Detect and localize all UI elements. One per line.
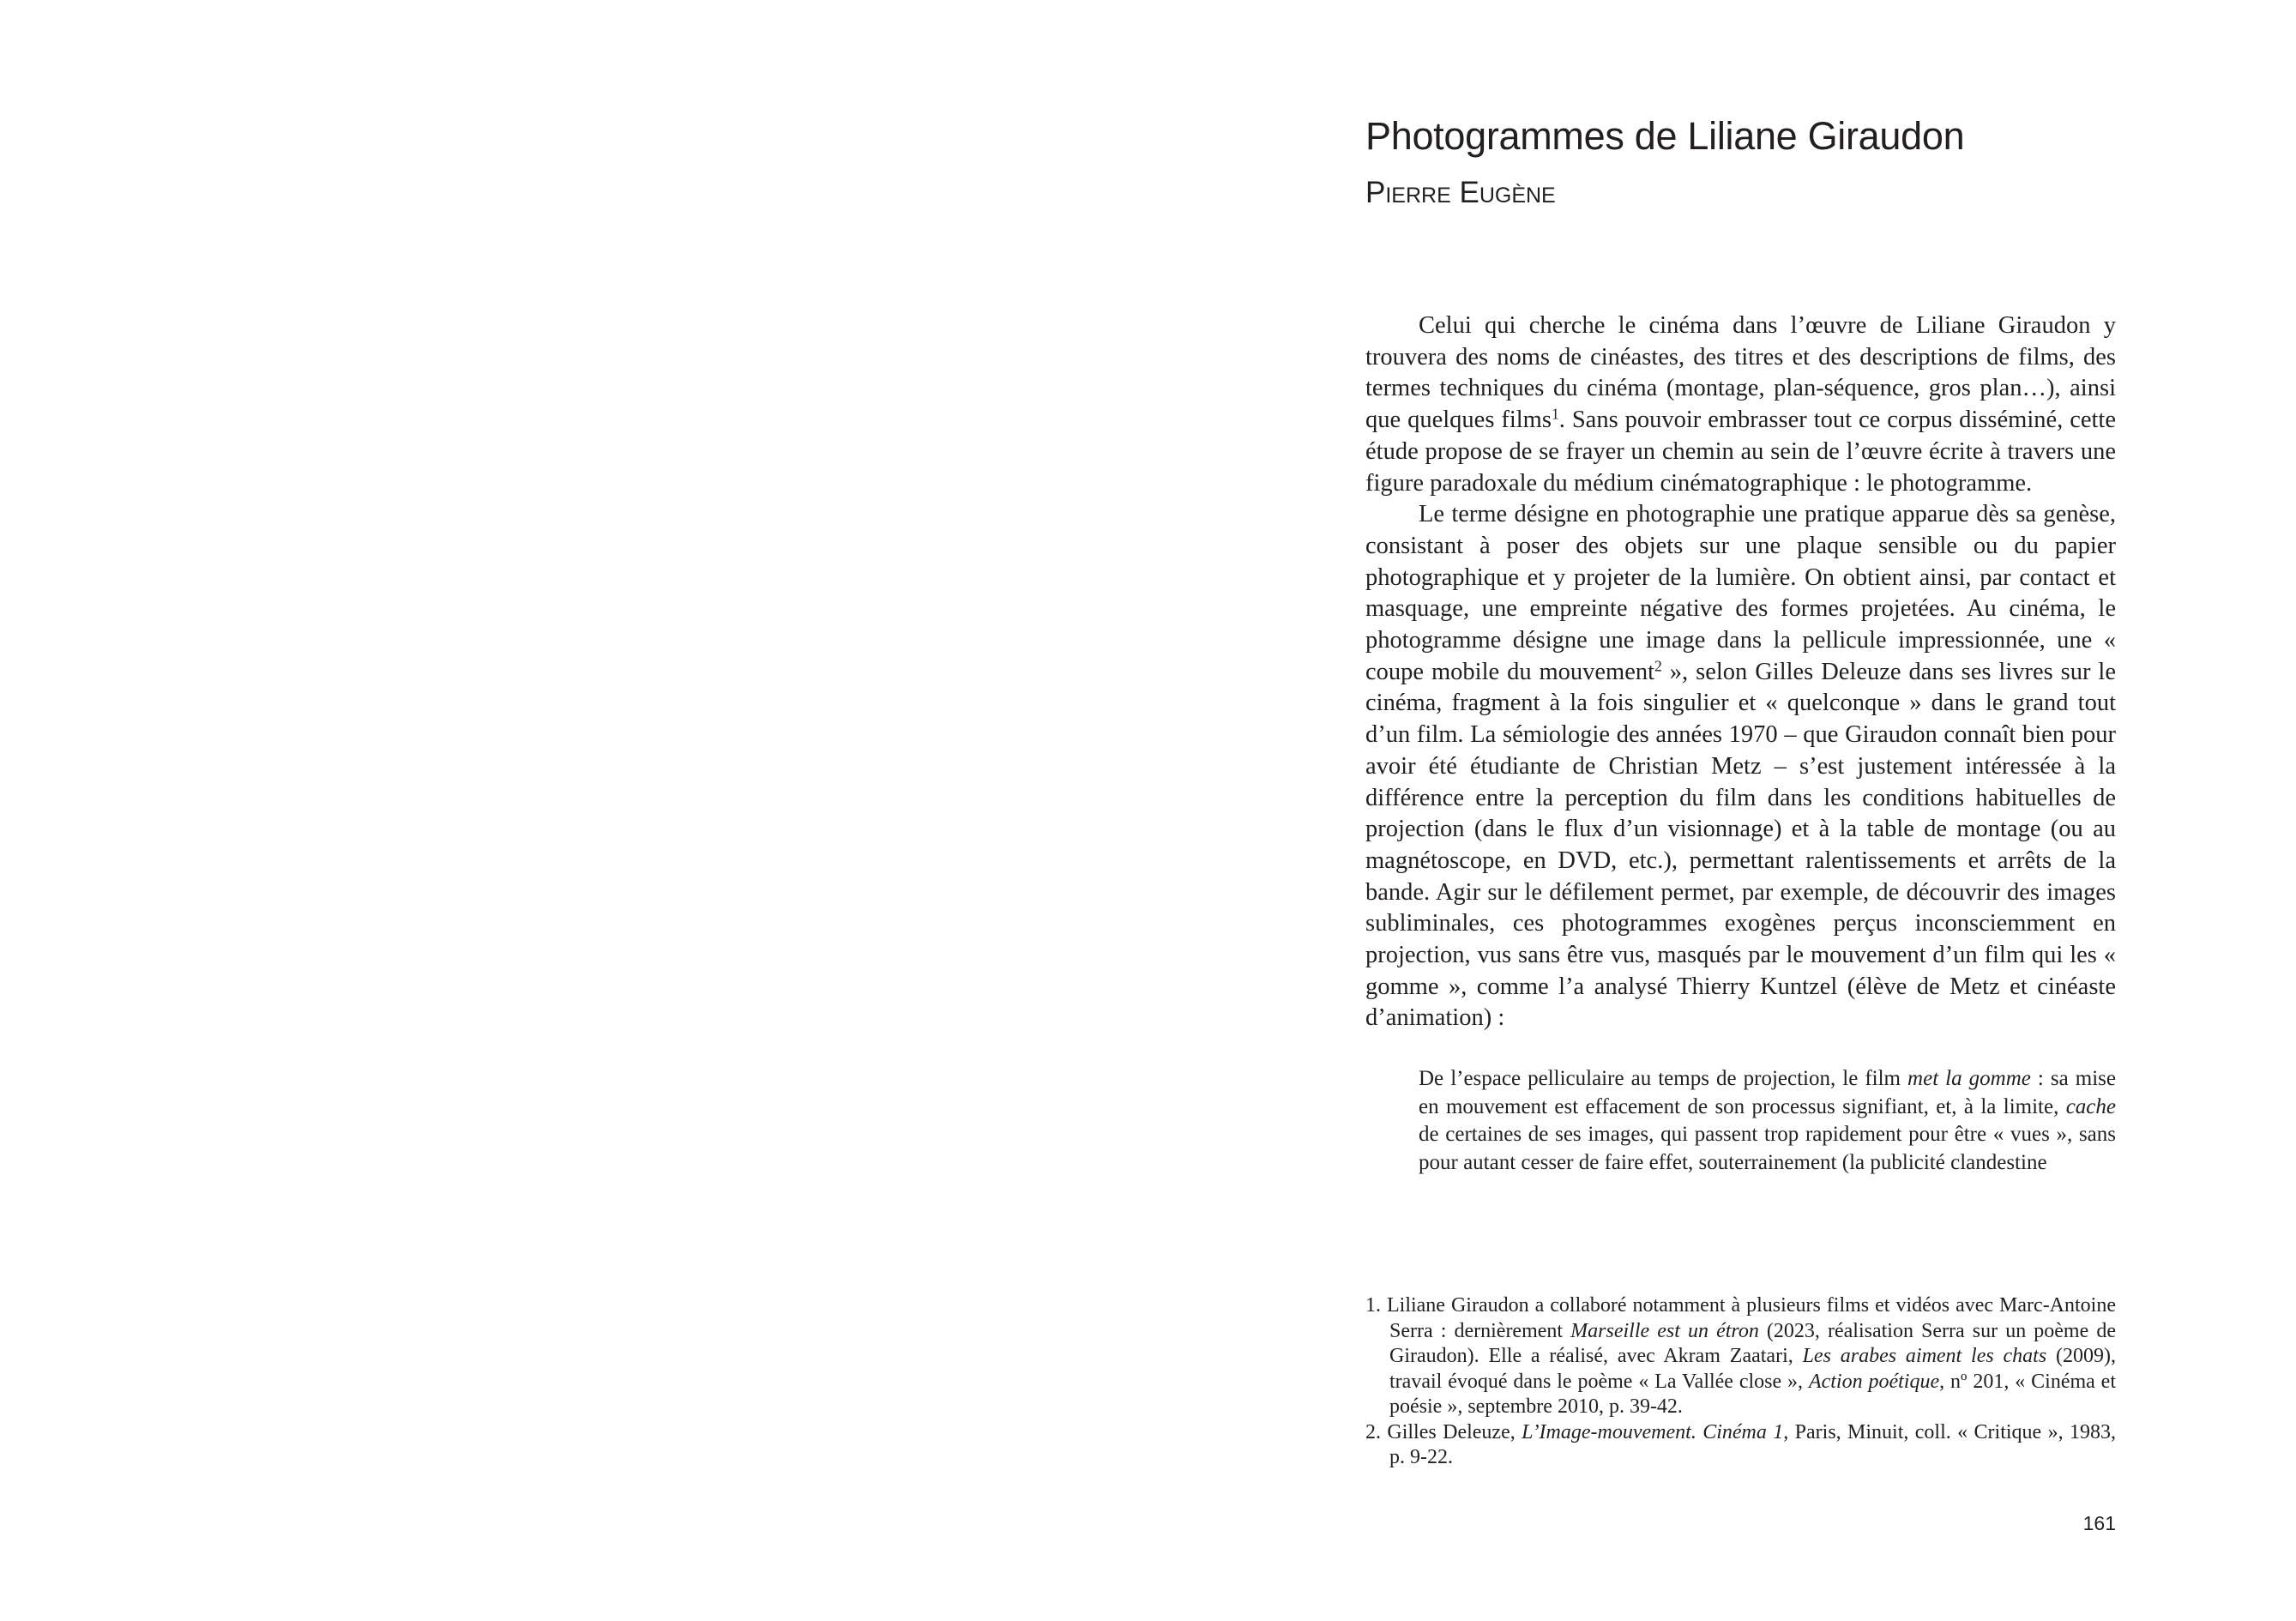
footnote-1-text-b: (2023, réalisation Serra sur un poème de Giraudon). Elle a réalisé, avec Akram Zaatari,: [1389, 1319, 2116, 1367]
quote-text-b: : sa mise en mouvement est effacement de son processus signifiant, et, à la limite,: [1419, 1067, 2116, 1118]
footnote-1-title-2: Les arabes aiment les chats: [1802, 1345, 2047, 1367]
footnote-1-text-c: (2009), travail évoqué dans le poème « La Vallée close »,: [1389, 1345, 2117, 1393]
footnote-2-title-1: L’Image-mouvement. Cinéma 1: [1522, 1420, 1784, 1443]
page-number: 161: [2082, 1512, 2116, 1534]
footnote-2: [1365, 1420, 2116, 1471]
article-author: Pierre Eugène: [1365, 176, 1556, 209]
footnote-2-text-a: 2. Gilles Deleuze,: [1365, 1420, 1522, 1443]
quote-emphasis-1: met la gomme: [1907, 1067, 2031, 1090]
quote-text-c: de certaines de ses images, qui passent trop rapidement pour être « vues », sans pour autant cesser de faire effet, souterrainement (la publicité clandestine: [1419, 1123, 2116, 1174]
paragraph-1: [1365, 310, 2116, 499]
article-title: Photogrammes de Liliane Giraudon: [1365, 114, 1965, 158]
paragraph-2-text-a: Le terme désigne en photographie une pratique apparue dès sa genèse, consistant à poser des objets sur une plaque sensible ou du papier photographique et y projeter de la lumière. On obtient ainsi, par contact et masquage, une empreinte négative des formes projetées. Au cinéma, le photogramme désigne une image dans la pellicule impressionnée, une « coupe mobile du mouvement: [1365, 501, 2116, 685]
footnote-1-text-d: , nº 201, « Cinéma et poésie », septembre 2010, p. 39-42.: [1389, 1370, 2116, 1418]
footnote-ref-2: 2: [1654, 657, 1662, 675]
quote-emphasis-2: cache: [2065, 1094, 2116, 1118]
footnotes: [1365, 1293, 2116, 1471]
paragraph-1-text-a: Celui qui cherche le cinéma dans l’œuvre de Liliane Giraudon y trouvera des noms de cinéastes, des titres et des descriptions de films, des termes techniques du cinéma (montage, plan-séquence, gros plan…), ainsi que quelques films: [1365, 312, 2116, 434]
footnote-1-title-1: Marseille est un étron: [1570, 1319, 1759, 1342]
article-body: [1365, 310, 2116, 1034]
paragraph-1-text-b: . Sans pouvoir embrasser tout ce corpus disséminé, cette étude propose de se frayer un chemin au sein de l’œuvre écrite à travers une figure paradoxale du médium cinématographique : le photogramme.: [1365, 407, 2116, 497]
footnote-2-text-b: , Paris, Minuit, coll. « Critique », 1983, p. 9-22.: [1389, 1420, 2116, 1468]
footnote-1-title-3: Action poétique: [1808, 1370, 1940, 1393]
paragraph-2-text-b: », selon Gilles Deleuze dans ses livres sur le cinéma, fragment à la fois singulier et « quelconque » dans le grand tout d’un film. La sémiologie des années 1970 – que Giraudon connaît bien pour avoir été étudiante de Christian Metz – s’est justement intéressée à la différence entre la perception du film dans les conditions habituelles de projection (dans le flux d’un visionnage) et à la table de montage (ou au magnétoscope, en DVD, etc.), permettant ralentissements et arrêts de la bande. Agir sur le défilement permet, par exemple, de découvrir des images subliminales, ces photogrammes exogènes perçus inconsciemment en projection, vus sans être vus, masqués par le mouvement d’un film qui les « gomme », comme l’a analysé Thierry Kuntzel (élève de Metz et cinéaste d’animation) :: [1365, 658, 2116, 1032]
block-quote: [1419, 1065, 2116, 1177]
paragraph-2: [1365, 499, 2116, 1034]
quote-text-a: De l’espace pelliculaire au temps de projection, le film: [1419, 1067, 1908, 1090]
footnote-1-text-a: 1. Liliane Giraudon a collaboré notamment à plusieurs films et vidéos avec Marc-Antoine Serra : dernièrement: [1365, 1294, 2116, 1342]
footnote-ref-1: 1: [1551, 405, 1559, 423]
footnote-1: [1365, 1293, 2116, 1420]
